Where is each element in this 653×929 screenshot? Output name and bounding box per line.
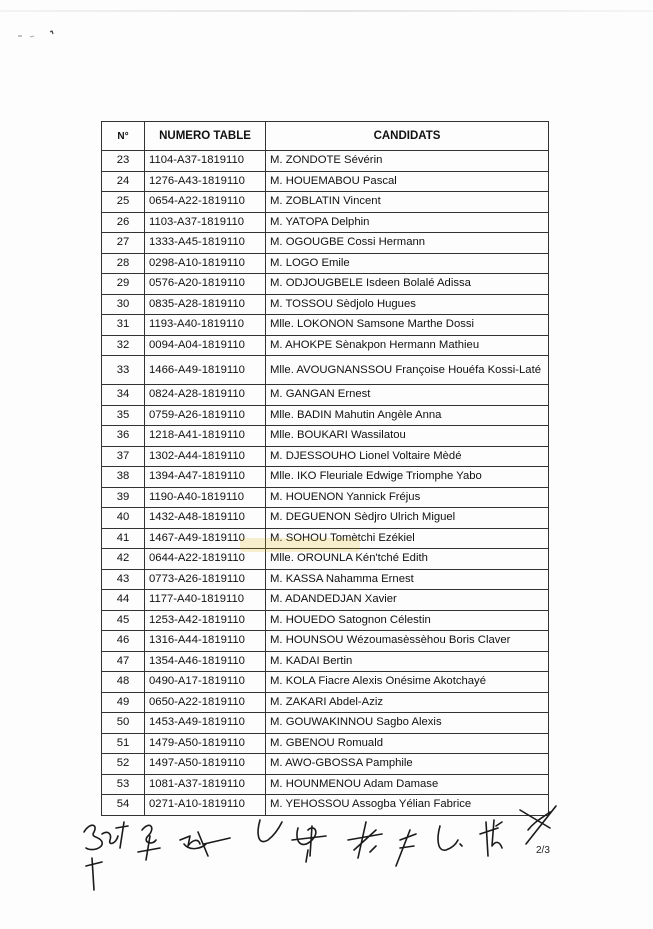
row-candidate-name: M. KASSA Nahamma Ernest xyxy=(266,569,549,590)
row-table-number: 1302-A44-1819110 xyxy=(145,446,266,467)
row-number: 43 xyxy=(102,569,145,590)
table-row xyxy=(102,508,549,529)
row-candidate-name: M. HOUNMENOU Adam Damase xyxy=(266,774,549,795)
page-number: 2/3 xyxy=(536,845,550,856)
row-table-number: 0835-A28-1819110 xyxy=(145,294,266,315)
table-row xyxy=(102,151,549,172)
row-table-number: 1394-A47-1819110 xyxy=(145,467,266,488)
row-number: 54 xyxy=(102,795,145,816)
row-number: 34 xyxy=(102,385,145,406)
row-candidate-name: M. ZAKARI Abdel-Aziz xyxy=(266,692,549,713)
row-table-number: 0298-A10-1819110 xyxy=(145,253,266,274)
row-number: 31 xyxy=(102,315,145,336)
table-row xyxy=(102,192,549,213)
table-row xyxy=(102,315,549,336)
scan-marks xyxy=(16,28,66,40)
table-row xyxy=(102,233,549,254)
header-candidates: CANDIDATS xyxy=(266,122,549,151)
row-table-number: 1432-A48-1819110 xyxy=(145,508,266,529)
table-row xyxy=(102,692,549,713)
row-table-number: 0271-A10-1819110 xyxy=(145,795,266,816)
row-number: 45 xyxy=(102,610,145,631)
table-row xyxy=(102,713,549,734)
row-number: 41 xyxy=(102,528,145,549)
table-row xyxy=(102,467,549,488)
row-candidate-name: M. ZONDOTE Sévérin xyxy=(266,151,549,172)
row-candidate-name: M. ADANDEDJAN Xavier xyxy=(266,590,549,611)
row-table-number: 1177-A40-1819110 xyxy=(145,590,266,611)
row-number: 23 xyxy=(102,151,145,172)
table-row xyxy=(102,590,549,611)
row-number: 52 xyxy=(102,754,145,775)
row-candidate-name: Mlle. BOUKARI Wassilatou xyxy=(266,426,549,447)
row-table-number: 0650-A22-1819110 xyxy=(145,692,266,713)
row-candidate-name: M. KOLA Fiacre Alexis Onésime Akotchayé xyxy=(266,672,549,693)
row-candidate-name: M. AWO-GBOSSA Pamphile xyxy=(266,754,549,775)
row-candidate-name: M. KADAI Bertin xyxy=(266,651,549,672)
row-table-number: 1081-A37-1819110 xyxy=(145,774,266,795)
row-candidate-name: M. LOGO Emile xyxy=(266,253,549,274)
row-candidate-name: M. HOUEMABOU Pascal xyxy=(266,171,549,192)
row-number: 25 xyxy=(102,192,145,213)
row-candidate-name: Mlle. IKO Fleuriale Edwige Triomphe Yabo xyxy=(266,467,549,488)
row-number: 51 xyxy=(102,733,145,754)
table-body xyxy=(102,151,549,816)
header-table-number: NUMERO TABLE xyxy=(145,122,266,151)
row-table-number: 0644-A22-1819110 xyxy=(145,549,266,570)
table-row xyxy=(102,774,549,795)
table-row xyxy=(102,356,549,385)
row-number: 24 xyxy=(102,171,145,192)
row-number: 48 xyxy=(102,672,145,693)
row-number: 39 xyxy=(102,487,145,508)
row-table-number: 0094-A04-1819110 xyxy=(145,335,266,356)
table-row xyxy=(102,212,549,233)
row-table-number: 0824-A28-1819110 xyxy=(145,385,266,406)
row-number: 42 xyxy=(102,549,145,570)
candidates-table xyxy=(101,121,549,816)
row-number: 44 xyxy=(102,590,145,611)
row-candidate-name: Mlle. OROUNLA Kén'tché Edith xyxy=(266,549,549,570)
row-candidate-name: M. ZOBLATIN Vincent xyxy=(266,192,549,213)
row-candidate-name: M. ODJOUGBELE Isdeen Bolalé Adissa xyxy=(266,274,549,295)
table-row xyxy=(102,274,549,295)
row-table-number: 0654-A22-1819110 xyxy=(145,192,266,213)
row-number: 50 xyxy=(102,713,145,734)
row-number: 33 xyxy=(102,356,145,385)
row-table-number: 1316-A44-1819110 xyxy=(145,631,266,652)
row-table-number: 1333-A45-1819110 xyxy=(145,233,266,254)
row-table-number: 1103-A37-1819110 xyxy=(145,212,266,233)
row-candidate-name: M. OGOUGBE Cossi Hermann xyxy=(266,233,549,254)
row-candidate-name: M. GANGAN Ernest xyxy=(266,385,549,406)
row-number: 32 xyxy=(102,335,145,356)
row-table-number: 1479-A50-1819110 xyxy=(145,733,266,754)
table-row xyxy=(102,405,549,426)
row-table-number: 0759-A26-1819110 xyxy=(145,405,266,426)
row-table-number: 1193-A40-1819110 xyxy=(145,315,266,336)
row-table-number: 1354-A46-1819110 xyxy=(145,651,266,672)
table-row xyxy=(102,569,549,590)
table-row xyxy=(102,651,549,672)
table-row xyxy=(102,672,549,693)
row-table-number: 1190-A40-1819110 xyxy=(145,487,266,508)
row-candidate-name: M. TOSSOU Sèdjolo Hugues xyxy=(266,294,549,315)
row-candidate-name: M. HOUENON Yannick Fréjus xyxy=(266,487,549,508)
row-table-number: 1253-A42-1819110 xyxy=(145,610,266,631)
table-row xyxy=(102,754,549,775)
table-row xyxy=(102,487,549,508)
table-row xyxy=(102,385,549,406)
table-row xyxy=(102,294,549,315)
table-row xyxy=(102,253,549,274)
row-table-number: 1466-A49-1819110 xyxy=(145,356,266,385)
table-row xyxy=(102,426,549,447)
row-candidate-name: Mlle. BADIN Mahutin Angèle Anna xyxy=(266,405,549,426)
table-row xyxy=(102,335,549,356)
table-row xyxy=(102,733,549,754)
row-number: 49 xyxy=(102,692,145,713)
row-candidate-name: M. HOUNSOU Wézoumasèssèhou Boris Claver xyxy=(266,631,549,652)
row-candidate-name: M. GBENOU Romuald xyxy=(266,733,549,754)
table-row xyxy=(102,631,549,652)
row-number: 40 xyxy=(102,508,145,529)
watermark xyxy=(240,530,360,560)
row-number: 26 xyxy=(102,212,145,233)
row-candidate-name: M. AHOKPE Sènakpon Hermann Mathieu xyxy=(266,335,549,356)
row-candidate-name: Mlle. LOKONON Samsone Marthe Dossi xyxy=(266,315,549,336)
row-table-number: 1104-A37-1819110 xyxy=(145,151,266,172)
row-candidate-name: Mlle. AVOUGNANSSOU Françoise Houéfa Kossi-Laté xyxy=(266,356,549,385)
row-number: 47 xyxy=(102,651,145,672)
table-row xyxy=(102,446,549,467)
handwritten-signatures xyxy=(80,800,580,910)
row-table-number: 0773-A26-1819110 xyxy=(145,569,266,590)
row-table-number: 1218-A41-1819110 xyxy=(145,426,266,447)
row-table-number: 0490-A17-1819110 xyxy=(145,672,266,693)
row-candidate-name: M. SOHOU Tomètchi Ezékiel xyxy=(266,528,549,549)
scan-edge-line xyxy=(0,10,653,12)
row-number: 27 xyxy=(102,233,145,254)
row-table-number: 1453-A49-1819110 xyxy=(145,713,266,734)
row-table-number: 1467-A49-1819110 xyxy=(145,528,266,549)
row-number: 28 xyxy=(102,253,145,274)
row-number: 29 xyxy=(102,274,145,295)
row-number: 38 xyxy=(102,467,145,488)
table-header-row xyxy=(102,122,549,151)
row-number: 30 xyxy=(102,294,145,315)
table-row xyxy=(102,171,549,192)
row-candidate-name: M. DEGUENON Sèdjro Ulrich Miguel xyxy=(266,508,549,529)
row-number: 53 xyxy=(102,774,145,795)
row-table-number: 1276-A43-1819110 xyxy=(145,171,266,192)
row-number: 37 xyxy=(102,446,145,467)
row-candidate-name: M. DJESSOUHO Lionel Voltaire Mèdé xyxy=(266,446,549,467)
row-table-number: 0576-A20-1819110 xyxy=(145,274,266,295)
row-number: 35 xyxy=(102,405,145,426)
header-number: N° xyxy=(102,122,145,151)
row-candidate-name: M. YEHOSSOU Assogba Yélian Fabrice xyxy=(266,795,549,816)
row-table-number: 1497-A50-1819110 xyxy=(145,754,266,775)
row-candidate-name: M. GOUWAKINNOU Sagbo Alexis xyxy=(266,713,549,734)
row-candidate-name: M. YATOPA Delphin xyxy=(266,212,549,233)
row-number: 46 xyxy=(102,631,145,652)
row-number: 36 xyxy=(102,426,145,447)
table-row xyxy=(102,610,549,631)
row-candidate-name: M. HOUEDO Satognon Célestin xyxy=(266,610,549,631)
